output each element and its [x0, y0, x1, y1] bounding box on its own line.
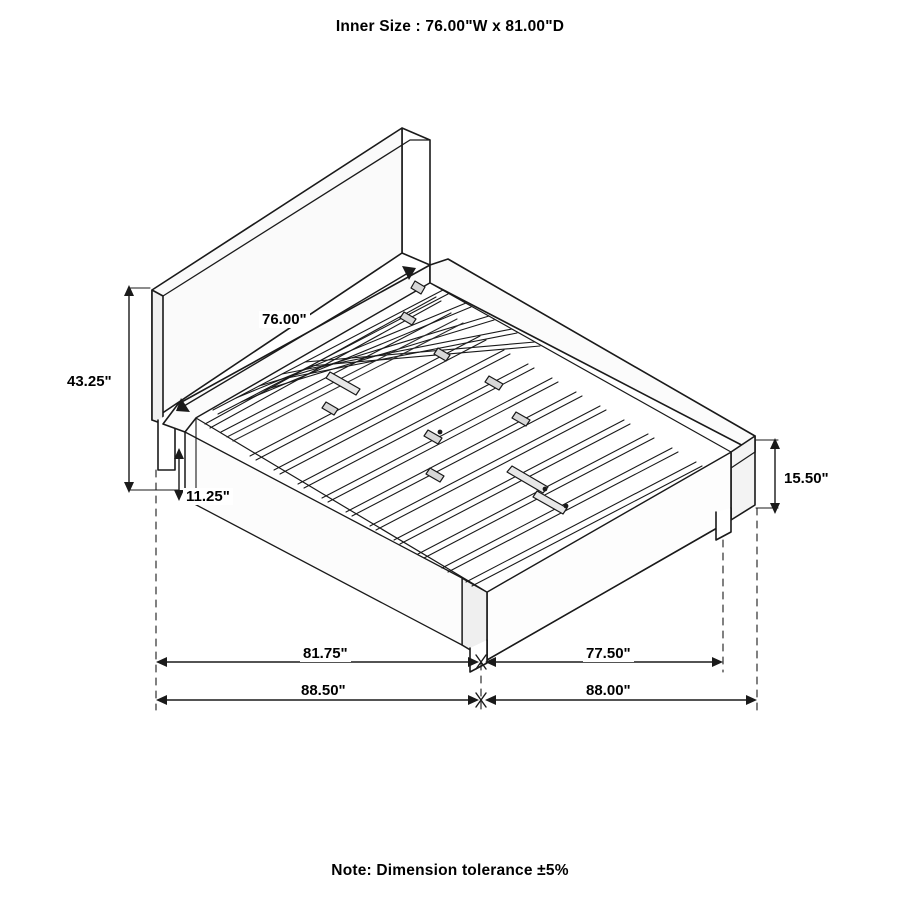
dim-label-overall-depth: 88.00"	[583, 682, 634, 699]
dim-footboard-height	[756, 438, 780, 514]
dim-label-inner-width: 76.00"	[259, 311, 310, 328]
dim-overall	[156, 693, 757, 707]
dim-rail-lengths	[156, 655, 723, 669]
tolerance-note: Note: Dimension tolerance ±5%	[331, 862, 569, 879]
dim-label-headboard-height: 43.25"	[64, 373, 115, 390]
dim-label-footboard-height: 15.50"	[781, 470, 832, 487]
dim-label-overall-length: 88.50"	[298, 682, 349, 699]
page-title: Inner Size : 76.00"W x 81.00"D	[335, 18, 565, 35]
dim-label-side-rail-front: 81.75"	[300, 645, 351, 662]
dim-label-deck-height: 11.25"	[183, 488, 233, 505]
dim-label-side-rail-back: 77.50"	[583, 645, 634, 662]
